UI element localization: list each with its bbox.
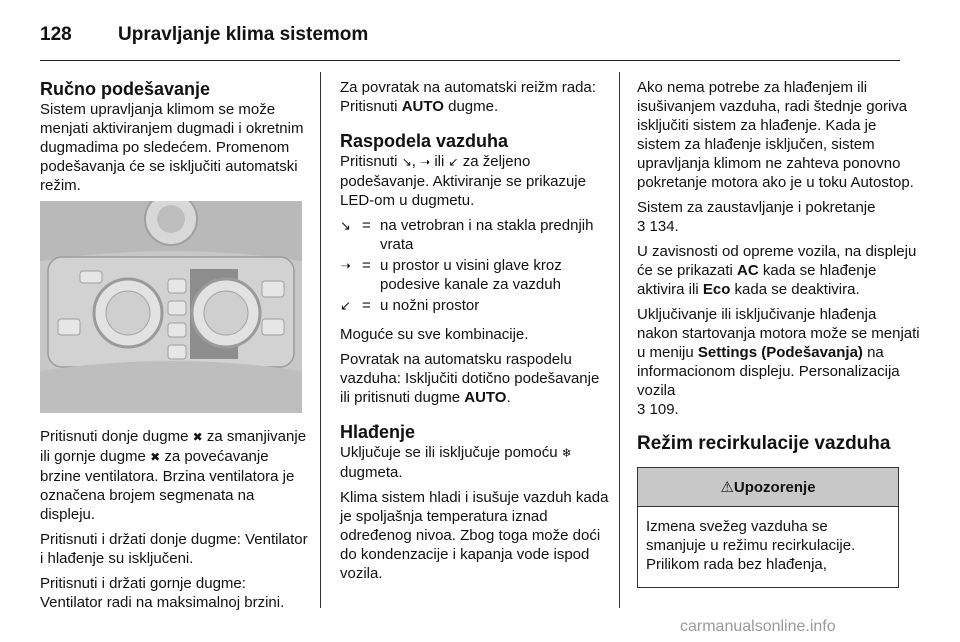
column-divider [619,72,620,608]
column-1 [40,78,310,618]
warning-box [637,467,899,588]
section-heading: Režim recirkulacije vazduha [637,433,891,454]
paragraph: Za povratak na automatski reižm rada: Pritisnuti AUTO dugme. [340,79,596,115]
definition-row: ➝ = u prostor u visini glave kroz podesive kanale za vazduh [340,257,562,293]
paragraph: Moguće su sve kombinacije. [340,326,529,343]
airflow-definitions [340,216,612,315]
fan-icon: ✖ [150,450,161,464]
warning-header: ⚠ Upozorenje [638,468,898,507]
definition-row: ↘ = na vetrobran i na stakla prednjih vrata [340,217,594,253]
windscreen-airflow-icon: ↘ [340,218,351,233]
header-divider [40,60,900,61]
warning-text: Izmena svežeg vazduha se smanjuje u režimu recirkulacije. Prilikom rada bez hlađenja, [646,518,856,573]
page-header [40,10,920,60]
definition-row: ↙ = u nožni prostor [340,297,480,314]
head-airflow-icon: ➝ [420,155,431,169]
warning-triangle-icon: ⚠ [720,478,734,496]
paragraph: Pritisnuti i držati gornje dugme: Ventilator radi na maksimalnoj brzini. [40,575,285,611]
snowflake-icon: ❄ [561,446,572,460]
page-number: 128 [40,24,72,45]
paragraph: Pritisnuti donje dugme ✖ za smanjivanje ili gornje dugme ✖ za povećavanje brzine ventilatora. Brzina ventilatora je označena brojem segmenata na displeju. [40,428,307,523]
column-divider [320,72,321,608]
section-heading: Ručno podešavanje [40,79,211,99]
page-reference[interactable]: 3 109. [637,401,679,418]
paragraph: Uključivanje ili isključivanje hlađenja nakon startovanja motora može se menjati u meniju Settings (Podešavanja) na informacionom displeju. Personalizacija vozila 3 109. [637,306,920,418]
foot-airflow-icon: ↙ [340,298,351,313]
paragraph: Klima sistem hladi i isušuje vazduh kada je spoljašnja temperatura iznad određenog nivoa. Zbog toga može doći do kondenzacije i kapanja vode ispod vozila. [340,489,609,582]
warning-body [638,507,898,587]
paragraph: Pritisnuti i držati donje dugme: Ventilator i hlađenje su isključeni. [40,531,308,567]
climate-panel-illustration [40,201,302,413]
column-3 [637,78,920,588]
page-reference[interactable]: 3 134. [637,218,679,235]
paragraph: Pritisnuti ↘, ➝ ili ↙ za željeno podešavanje. Aktiviranje se prikazuje LED-om u dugmetu. [340,153,586,209]
fan-icon: ✖ [192,430,203,444]
section-heading: Hlađenje [340,422,416,442]
paragraph: Povratak na automatsku raspodelu vazduha: Isključiti dotično podešavanje ili pritisnuti dugme AUTO. [340,351,600,406]
paragraph: U zavisnosti od opreme vozila, na displeju će se prikazati AC kada se hlađenje aktivira ili Eco kada se deaktivira. [637,243,917,298]
windscreen-airflow-icon: ↘ [401,155,412,169]
climate-panel-image [40,201,302,413]
section-heading: Raspodela vazduha [340,131,509,151]
foot-airflow-icon: ↙ [448,155,459,169]
paragraph: Ako nema potrebe za hlađenjem ili isušivanjem vazduha, radi štednje goriva isključiti sistem za hlađenje. Kada je sistem za hlađenje isključen, sistem upravljanja klimom ne zahteva ponovno pokretanje motora ako je u toku Autostop. [637,79,914,191]
head-airflow-icon: ➝ [340,258,351,273]
paragraph: Sistem upravljanja klimom se može menjati aktiviranjem dugmadi i okretnim dugmadima po sledećem. Promenom podešavanja će se isključiti automatski režim. [40,101,304,194]
watermark: carmanualsonline.info [680,618,836,635]
paragraph: Sistem za zaustavljanje i pokretanje 3 134. [637,199,876,235]
column-2 [340,78,612,589]
page-title: Upravljanje klima sistemom [118,24,369,45]
paragraph: Uključuje se ili isključuje pomoću ❄ dugmeta. [340,444,572,481]
